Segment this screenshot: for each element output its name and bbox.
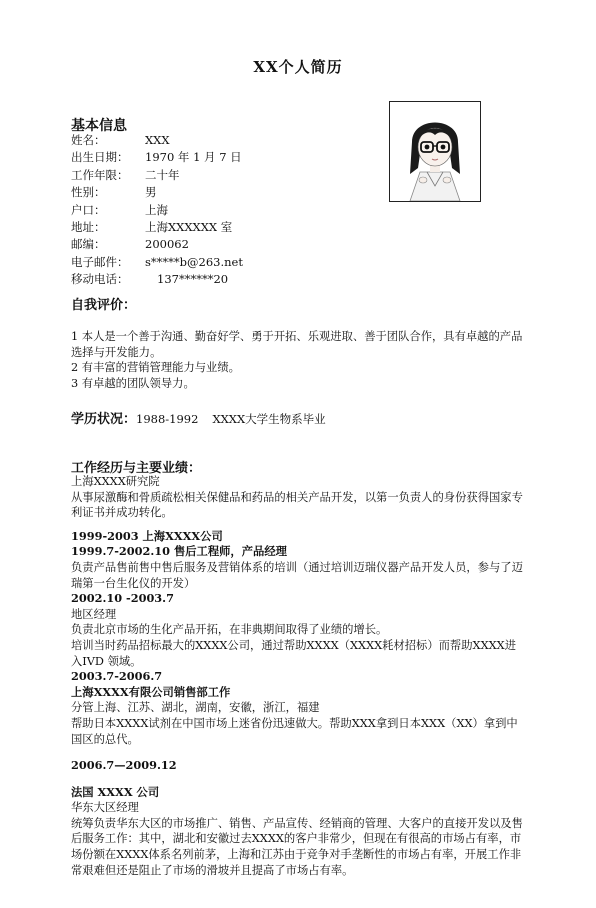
- entry-line: 统筹负责华东大区的市场推广、销售、产品宣传、经销商的管理、大客户的直接开发以及售后服务工作：其中，湖北和安徽过去XXXX的客户非常少，但现在有很高的市场占有率，市场份额在XXXX体系名列前茅，上海和江苏由于竞争对手垄断性的市场占有率，开展工作非常艰难但还是阻止了市场的滑坡并且提高了市场占有率。: [71, 816, 523, 877]
- entry-line: 华东大区经理: [71, 801, 139, 815]
- info-row-birth: [71, 149, 371, 166]
- info-row-address: [71, 219, 371, 236]
- resume-title: XX个人简历: [253, 58, 343, 76]
- info-value: 137******20: [157, 272, 229, 287]
- info-row-name: [71, 132, 371, 149]
- info-label: 邮编：: [71, 237, 106, 252]
- basic-info-list: [71, 132, 371, 289]
- info-value: 上海XXXXXX 室: [145, 219, 233, 234]
- entry-line: 负责北京市场的生化产品开拓，在非典期间取得了业绩的增长。: [71, 623, 388, 637]
- entry-line: 2002.10 -2003.7: [71, 591, 174, 606]
- entry-line: 1999.7-2002.10 售后工程师，产品经理: [71, 544, 287, 559]
- entry-line: 负责产品售前售中售后服务及营销体系的培训（通过培训迈瑞仪器产品开发人员，参与了迈瑞第一台生化仪的开发）: [71, 560, 523, 590]
- info-row-mobile: [71, 271, 371, 288]
- entry-line: 上海XXXX有限公司销售部工作: [71, 684, 231, 699]
- info-label: 工作年限：: [71, 167, 129, 182]
- info-label: 出生日期：: [71, 150, 129, 165]
- self-eval-list: [71, 329, 525, 391]
- self-eval-heading: 自我评价：: [71, 298, 137, 313]
- info-value: 男: [145, 185, 157, 200]
- entry-line: 2003.7-2006.7: [71, 669, 163, 684]
- info-row-years: [71, 167, 371, 184]
- education-years: 1988-1992: [136, 412, 199, 426]
- work-heading: 工作经历与主要业绩：: [71, 461, 202, 476]
- basic-info-heading: 基本信息: [71, 118, 127, 134]
- entry-title: 法国 XXXX 公司: [71, 784, 160, 799]
- entry-line: 培训当时药品招标最大的XXXX公司，通过帮助XXXX（XXXX耗材招标）而帮助XXXX进入IVD 领域。: [71, 638, 516, 668]
- info-value: 上海: [145, 202, 168, 217]
- info-row-email: [71, 254, 371, 271]
- self-eval-item: 3 有卓越的团队领导力。: [71, 376, 195, 390]
- cartoon-avatar-icon: [390, 102, 480, 201]
- info-value: 200062: [145, 237, 189, 252]
- profile-photo: [389, 101, 481, 202]
- education-school: XXXX大学生物系毕业: [212, 412, 326, 426]
- entry-title: 1999-2003 上海XXXX公司: [71, 528, 223, 543]
- info-label: 户口：: [71, 202, 106, 217]
- info-value: 二十年: [145, 167, 180, 182]
- self-eval-item: 2 有丰富的营销管理能力与业绩。: [71, 361, 240, 374]
- info-value: s*****b@263.net: [145, 254, 243, 269]
- work-history: [71, 474, 527, 878]
- info-label: 姓名：: [71, 133, 106, 147]
- info-row-hukou: [71, 202, 371, 219]
- intro-org: 上海XXXX研究院: [71, 475, 160, 488]
- info-row-gender: [71, 184, 371, 201]
- entry-line: 分管上海、江苏、湖北，湖南，安徽，浙江，福建: [71, 701, 320, 715]
- info-row-postcode: [71, 236, 371, 253]
- education-heading: 学历状况：: [71, 412, 137, 427]
- info-label: 电子邮件：: [71, 254, 129, 269]
- info-label: 移动电话：: [71, 272, 129, 287]
- intro-desc: 从事尿激酶和骨质疏松相关保健品和药品的相关产品开发，以第一负责人的身份获得国家专利证书并成功转化。: [71, 490, 523, 520]
- info-value: 1970 年 1 月 7 日: [145, 150, 242, 165]
- info-label: 地址：: [71, 219, 106, 234]
- info-label: 性别：: [71, 185, 106, 200]
- entry-line: 帮助日本XXXX试剂在中国市场上迷省份迅速做大。帮助XXX拿到日本XXX（XX）拿到中国区的总代。: [71, 716, 518, 746]
- entry-title: 2006.7—2009.12: [71, 758, 177, 773]
- entry-line: 地区经理: [71, 607, 117, 621]
- education-line: [71, 408, 326, 427]
- info-value: XXX: [145, 133, 170, 147]
- self-eval-item: 1 本人是一个善于沟通、勤奋好学、勇于开拓、乐观进取、善于团队合作，具有卓越的产品选择与开发能力。: [71, 330, 523, 359]
